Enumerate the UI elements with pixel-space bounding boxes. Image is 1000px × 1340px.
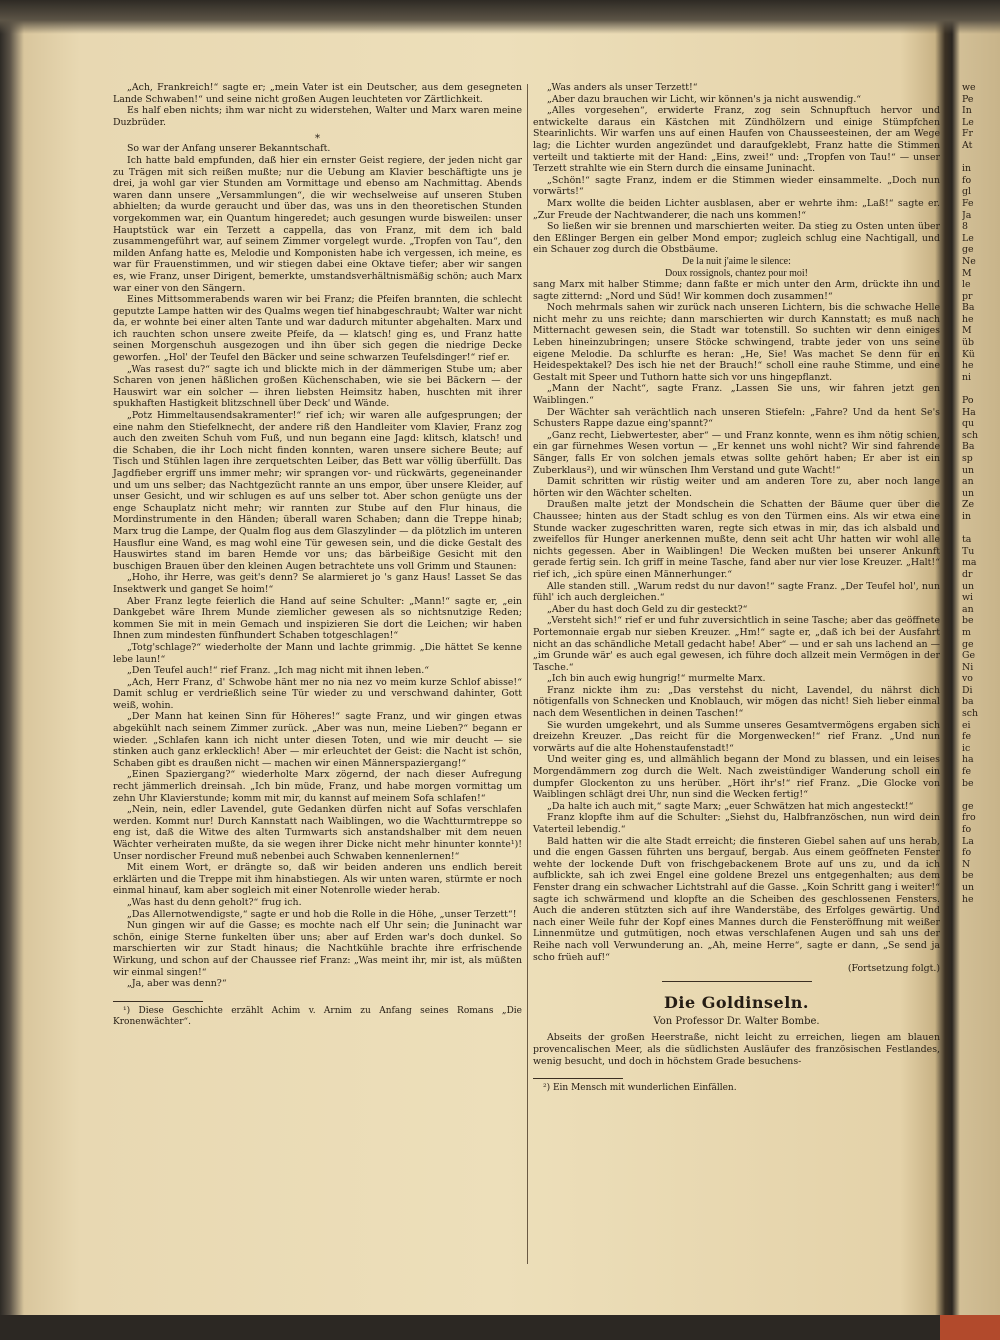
edge-fragment: an bbox=[962, 476, 974, 488]
edge-fragment: le bbox=[962, 279, 971, 291]
next-page-edge-text bbox=[962, 82, 1000, 905]
edge-fragment: fe bbox=[962, 731, 972, 743]
continuation-note: (Fortsetzung folgt.) bbox=[847, 963, 940, 975]
edge-fragment: qu bbox=[962, 418, 975, 430]
edge-fragment: ge bbox=[962, 244, 974, 256]
edge-fragment: fo bbox=[962, 847, 972, 859]
paragraph: Nun gingen wir auf die Gasse; es mochte nach elf Uhr sein; die Juninacht war schön, einige Sterne funkelten über uns; aber auf Erden war's doch dunkel. So marschierten wir zur Stadt hinaus; die Nachtkühle brachte ihre erfrischende Wirkung, und schon auf der Chaussee rief Franz: „Was meint ihr, mir ist, als müßten wir einmal singen!“ bbox=[113, 920, 522, 978]
edge-fragment: ni bbox=[962, 371, 972, 383]
paragraph: „Ich bin auch ewig hungrig!“ murmelte Marx. bbox=[547, 673, 766, 685]
edge-fragment: ma bbox=[962, 557, 977, 569]
section-separator: ⁎ bbox=[315, 130, 320, 142]
edge-fragment: an bbox=[962, 603, 974, 615]
edge-fragment: un bbox=[962, 881, 975, 893]
edge-fragment: ic bbox=[962, 742, 971, 754]
paragraph: „Versteht sich!“ rief er und fuhr zuversichtlich in seine Tasche; aber das geöffnete Portemonnaie ergab nur sieben Kreuzer. „Hm!“ sagte er, „daß ich bei der Ausfahrt nicht an das schändliche Metall gedacht habe! Aber“ — und er sah uns lachend an — „im Grunde wär' es auch egal gewesen, ich führe doch allzeit mein Vermögen in der Tasche.“ bbox=[533, 615, 940, 673]
edge-fragment: pr bbox=[962, 290, 973, 302]
paragraph: „Aber du hast doch Geld zu dir gesteckt?“ bbox=[547, 603, 748, 615]
paragraph: „Totg'schlage?“ wiederholte der Mann und lachte grimmig. „Die hättet Se kenne lebe laun!“ bbox=[113, 641, 522, 665]
edge-fragment: be bbox=[962, 777, 974, 789]
paragraph: „Das Allernotwendigste,“ sagte er und hob die Rolle in die Höhe, „unser Terzett“! bbox=[127, 908, 517, 920]
footnote-rule bbox=[533, 1078, 623, 1079]
edge-fragment: un bbox=[962, 487, 975, 499]
paragraph: So war der Anfang unserer Bekanntschaft. bbox=[127, 143, 331, 155]
paragraph: „Ach, Frankreich!“ sagte er; „mein Vater ist ein Deutscher, aus dem gesegneten Lande Schwaben!“ und seine nicht großen Augen leuchteten vor Zärtlichkeit. bbox=[113, 82, 522, 105]
article-byline: Von Professor Dr. Walter Bombe. bbox=[653, 1015, 820, 1027]
verse-line: Doux rossignols, chantez pour moi! bbox=[664, 267, 809, 279]
paragraph: Es half eben nichts; ihm war nicht zu widerstehen, Walter und Marx waren meine Duzbrüder. bbox=[113, 105, 522, 128]
paragraph: „Der Mann hat keinen Sinn für Höheres!“ sagte Franz, und wir gingen etwas abgekühlt nach seinem Zimmer zurück. „Aber was nun, meine Lieben?“ begann er wieder. „Schlafen kann ich nicht unter diesen Toten, und wie mir deucht — sie stinken auch ganz erklecklich! Aber — mir erleuchtet der Geist: die Nacht ist schön, Schaben gibt es draußen nicht — machen wir einen Männerspaziergang!“ bbox=[113, 711, 522, 769]
scan-top-edge bbox=[0, 0, 1000, 34]
edge-fragment: M bbox=[962, 325, 972, 337]
edge-fragment: Po bbox=[962, 395, 974, 407]
paragraph: „Einen Spaziergang?“ wiederholte Marx zögernd, der nach dieser Aufregung recht jämmerlich dreinsah. „Ich bin müde, Franz, und habe morgen vormittag um zehn Uhr Klavierstunde; komm mit mir, du kannst auf meinem Sofa schlafen!“ bbox=[113, 769, 522, 804]
paragraph: sang Marx mit halber Stimme; dann faßte er mich unter den Arm, drückte ihn und sagte zitternd: „Nord und Süd! Wir kommen doch zusammen!“ bbox=[533, 279, 940, 302]
edge-fragment: Ge bbox=[962, 650, 976, 662]
edge-fragment: gl bbox=[962, 186, 971, 198]
paragraph: Ich hatte bald empfunden, daß hier ein ernster Geist regiere, der jeden nicht gar zu Trägen mit sich reißen mußte; nur die Uebung am Klavier beschäftigte uns je drei, ja wohl gar vier Stunden am Vormittage und ebenso am Nachmittag. Abends waren dann unsere „Versammlungen“, die wir wechselweise auf unseren Stuben abhielten; da wurde geraucht und über das, was uns in den theoretischen Stunden vorgekommen war, ein Quantum hingeredet; auch gesungen wurde bisweilen: unser Hauptstück war ein Terzett a cappella, das von Franz, mit dem ich bald zusammengeführt war, auf seinem Zimmer vorgelegt wurde. „Tropfen von Tau“, den milden Anfang hatte es, Melodie und Komponisten habe ich vergessen, ich meine, es war für Frauenstimmen, und wir stiegen dabei eine Oktave tiefer; aber wir sangen es, wie Franz, unser Dirigent, bemerkte, umstandsverhältnismäßig schön; auch Marx war einer von den Sängern. bbox=[113, 154, 522, 294]
edge-fragment: Ze bbox=[962, 499, 975, 511]
edge-fragment: Le bbox=[962, 232, 974, 244]
paragraph: Eines Mittsommerabends waren wir bei Franz; die Pfeifen brannten, die schlecht geputzte Lampe hatten wir des Qualms wegen tief hinabgeschraubt; Walter war nicht da, er wohnte bei einer alten Tante und war dadurch mitunter abgehalten. Marx und ich rauchten schon unsere zweite Pfeife, da — klatsch! ging es, und Franz hatte seinen Morgenschuh ausgezogen und ihn über sich gegen die niedrige Decke geworfen. „Hol' der Teufel den Bäcker und seine schwarzen Teufelsdinger!“ rief er. bbox=[113, 294, 522, 364]
edge-fragment: Ha bbox=[962, 406, 976, 418]
edge-fragment: Kü bbox=[962, 348, 975, 360]
paragraph: „Ja, aber was denn?“ bbox=[127, 978, 227, 990]
paragraph: „Ganz recht, Liebwertester, aber“ — und Franz konnte, wenn es ihm nötig schien, ein gar fürnehmes Wesen vortun — „Er kennet uns wohl nicht? Wir sind fahrende Sänger, falls Er von solchen jemals etwas sollte gehört haben; Er aber ist ein Zuberklaus²), und wir wünschen Ihm Verstand und gute Wacht!“ bbox=[533, 429, 940, 476]
paragraph: Damit schritten wir rüstig weiter und am anderen Tore zu, aber noch lange hörten wir den Wächter schelten. bbox=[533, 476, 940, 499]
edge-fragment: In bbox=[962, 105, 972, 117]
paragraph: Sie wurden umgekehrt, und als Summe unseres Gesamtvermögens ergaben sich dreizehn Kreuzer. „Das reicht für die Morgenwecken!“ rief Franz. „Und nun vorwärts auf die alte Hohenstaufenstadt!“ bbox=[533, 719, 940, 754]
paragraph: „Was rasest du?“ sagte ich und blickte mich in der dämmerigen Stube um; aber Scharen von jenen häßlichen großen Küchenschaben, wie sie bei Bäckern — der Hauswirt war ein solcher — ihren liebsten Heimsitz haben, huschten mit ihrer spukhaften Hastigkeit blitzschnell über Deck' und Wände. bbox=[113, 363, 522, 410]
paragraph: Marx wollte die beiden Lichter ausblasen, aber er wehrte ihm: „Laß!“ sagte er. „Zur Freude der Nachtwanderer, die nach uns kommen!“ bbox=[533, 197, 940, 221]
edge-fragment: be bbox=[962, 870, 974, 882]
edge-fragment: in bbox=[962, 163, 972, 175]
edge-fragment: Fr bbox=[962, 128, 973, 140]
paragraph: „Alles vorgesehen“, erwiderte Franz, zog sein Schnupftuch hervor und entwickelte daraus ein Kästchen mit Zündhölzern und einige Stümpfchen Stearinlichts. Wir warfen uns auf einen Haufen von Chausseesteinen, der am Wege lag; die Lichter wurden angezündet und daraufgeklebt, Franz hatte die Stimmen verteilt und taktierte mit der Hand: „Eins, zwei!“ und: „Tropfen von Tau!“ — unser Terzett strahlte wie ein Stern durch die einsame Juninacht. bbox=[533, 105, 940, 175]
paragraph: Der Wächter sah verächtlich nach unseren Stiefeln: „Fahre? Und da hent Se's Schusters Rappe dazue eing'spannt?“ bbox=[533, 406, 940, 430]
edge-fragment: Le bbox=[962, 116, 974, 128]
verse-line: De la nuit j'aime le silence: bbox=[682, 255, 791, 267]
edge-fragment: Pe bbox=[962, 93, 974, 105]
edge-fragment: Di bbox=[962, 684, 973, 696]
edge-fragment bbox=[962, 383, 1000, 395]
paragraph: „Potz Himmeltausendsakramenter!“ rief ich; wir waren alle aufgesprungen; der eine nahm den Stiefelknecht, der andere riß den Handleiter vom Klavier, Franz zog auch den zweiten Schuh vom Fuß, und nun begann eine Jagd: klitsch, klatsch! und die Schaben, die ihr Loch nicht finden konnten, waren unsere sichere Beute; auf Tisch und Stühlen lagen ihre zerquetschten Leiber, das Bett war völlig überfüllt. Das Jagdfieber ergriff uns immer mehr; wir sprangen vor- und rückwärts, gegeneinander und um uns selber; das Nachtgezücht rannte an uns empor, über unsere Kleider, auf unser Gesicht, und wir schlugen es auf uns selber tot. Aber schon genügte uns der enge Schauplatz nicht mehr; wir rannten zur Stube auf den Flur hinaus, die Mordinstrumente in den Händen; überall waren Schaben; dann die Treppe hinab; Marx trug die Lampe, der Qualm flog aus dem Glaszylinder — da plötzlich im unteren Hausflur eine Wand, es mag wohl eine Tür gewesen sein, und die dicke Gestalt des Hauswirtes stand im baren Hemde vor uns; das bärbeißige Gesicht mit den buschigen Brauen über den kleinen Augen betrachtete uns voll Grimm und Staunen: bbox=[113, 410, 522, 572]
article-title: Die Goldinseln. bbox=[664, 992, 809, 1012]
edge-fragment: un bbox=[962, 580, 975, 592]
edge-fragment: we bbox=[962, 82, 976, 93]
edge-fragment: fro bbox=[962, 812, 976, 824]
edge-fragment: sp bbox=[962, 453, 973, 464]
footnote: ¹) Diese Geschichte erzählt Achim v. Arnim zu Anfang seines Romans „Die Kronenwächter“. bbox=[113, 1005, 522, 1027]
column-divider bbox=[527, 84, 528, 1264]
paragraph: „Was hast du denn geholt?“ frug ich. bbox=[127, 896, 302, 908]
paragraph: „Aber dazu brauchen wir Licht, wir können's ja nicht auswendig.“ bbox=[547, 93, 862, 105]
title-rule bbox=[662, 981, 812, 982]
footnote-rule bbox=[113, 1001, 203, 1002]
edge-fragment: sch bbox=[962, 708, 979, 720]
edge-fragment: he bbox=[962, 893, 974, 905]
edge-fragment: be bbox=[962, 615, 974, 627]
paragraph: „Schön!“ sagte Franz, indem er die Stimmen wieder einsammelte. „Doch nun vorwärts!“ bbox=[533, 174, 940, 198]
edge-fragment: ge bbox=[962, 800, 974, 812]
edge-fragment: M bbox=[962, 267, 972, 279]
paragraph: Und weiter ging es, und allmählich begann der Mond zu blassen, und ein leises Morgendämmern zog durch die Welt. Nach zweistündiger Wanderung scholl ein dumpfer Glockenton zu uns herüber. „Hört ihr's!“ rief Franz. „Die Glocke von Waiblingen schlägt drei Uhr, nun sind die Wecken fertig!“ bbox=[533, 754, 940, 801]
edge-fragment: La bbox=[962, 835, 974, 847]
edge-fragment: ha bbox=[962, 754, 974, 766]
edge-fragment: fo bbox=[962, 174, 972, 186]
edge-fragment bbox=[962, 152, 1000, 164]
edge-fragment: fe bbox=[962, 766, 972, 778]
paragraph: Mit einem Wort, er drängte so, daß wir beiden anderen uns endlich bereit erklärten und die Treppe mit ihm hinabstiegen. Als wir unten waren, stürmte er noch einmal hinauf, kam aber sogleich mit einer Notenrolle wieder herab. bbox=[113, 862, 522, 897]
edge-fragment: ba bbox=[962, 696, 974, 708]
edge-fragment: 8 bbox=[962, 221, 968, 233]
edge-fragment: ei bbox=[962, 719, 971, 731]
edge-fragment: ge bbox=[962, 638, 974, 650]
edge-fragment: Tu bbox=[962, 545, 975, 557]
edge-fragment: he bbox=[962, 313, 974, 325]
paragraph: Noch mehrmals sahen wir zurück nach unseren Lichtern, bis die schwache Helle nicht mehr zu uns reichte; dann marschierten wir durch Kannstatt; es muß nach Mitternacht gewesen sein, die Stadt war totenstill. So suchten wir denn einiges Leben hineinzubringen; unsere Stöcke schwingend, trabte jeder von uns seine eigene Melodie. Da schlurfte es heran: „He, Sie! Was machet Se denn für en Heidespektakel? Des isch hie net der Brauch!“ scholl eine rauhe Stimme, und eine Gestalt mit Speer und Tuthorn hatte sich vor uns hingepflanzt. bbox=[533, 302, 940, 383]
edge-fragment: sch bbox=[962, 429, 979, 441]
edge-fragment: N bbox=[962, 858, 971, 870]
edge-fragment: m bbox=[962, 626, 971, 638]
edge-fragment: ta bbox=[962, 534, 972, 546]
paragraph: Franz nickte ihm zu: „Das verstehst du nicht, Lavendel, du nährst dich nötigenfalls von Schnecken und Knoblauch, wir mögen das nicht! Sieh lieber einmal nach dem Wesentlichen in deinen Taschen!“ bbox=[533, 684, 940, 720]
edge-fragment: he bbox=[962, 360, 974, 372]
edge-fragment: wi bbox=[962, 592, 974, 604]
edge-fragment: fo bbox=[962, 824, 972, 835]
edge-fragment: dr bbox=[962, 568, 973, 580]
edge-fragment bbox=[962, 789, 1000, 801]
paragraph: Draußen malte jetzt der Mondschein die Schatten der Bäume quer über die Chaussee; hinten aus der Stadt schlug es von den Türmen eins. Als wir etwa eine Stunde wacker zugeschritten waren, regte sich etwas in mir, das ich alsbald und zweifellos für Hunger anerkennen mußte, denn seit acht Uhr hatten wir wohl alle nichts gegessen. Aber in Waiblingen! Die Wecken mußten bei unserer Ankunft gerade fertig sein. Ich griff in meine Tasche, fand aber nur vier lose Kreuzer. „Halt!“ rief ich, „ich spüre einen Männerhunger.“ bbox=[533, 499, 940, 580]
edge-fragment: At bbox=[962, 139, 973, 151]
edge-fragment bbox=[962, 523, 1000, 535]
edge-fragment: üb bbox=[962, 337, 975, 349]
footnote: ²) Ein Mensch mit wunderlichen Einfällen. bbox=[543, 1083, 737, 1094]
paragraph: „Mann der Nacht“, sagte Franz. „Lassen Sie uns, wir fahren jetzt gen Waiblingen.“ bbox=[533, 383, 940, 407]
paragraph: Bald hatten wir die alte Stadt erreicht; die finsteren Giebel sahen auf uns herab, und die engen Gassen führten uns bergauf, bergab. Aus einem geöffneten Fenster wehte der lockende Duft von frischgebackenem Brote auf uns zu, und da ich aufblickte, sah ich zwei Engel eine goldene Brezel uns entgegenhalten; aus dem Fenster drang ein schwacher Lichtstrahl auf die Gasse. „Koin Schritt gang i weiter!“ sagte ich schwärmend und klopfte an die Scheiben des geschlossenen Fensters. Auch die anderen stützten sich auf ihre Wanderstäbe, des Erfolges gewärtig. Und nach einer Weile fuhr der Kopf eines Mannes durch die Fensteröffnung mit weißer Linnenmütze und gutmütigen, noch etwas verschlafenen Augen und sah uns der Reihe nach voll Verwunderung an. „Ah, meine Herre“, sagte er dann, „Se send ja scho früeh auf!“ bbox=[533, 835, 940, 963]
left-column bbox=[113, 82, 522, 1028]
edge-fragment: un bbox=[962, 464, 975, 476]
scan-bottom-edge bbox=[0, 1315, 1000, 1340]
edge-fragment: Ba bbox=[962, 302, 975, 314]
paragraph: „Da halte ich auch mit,“ sagte Marx; „euer Schwätzen hat mich angesteckt!“ bbox=[547, 800, 914, 812]
edge-fragment: Ja bbox=[962, 209, 972, 221]
paragraph: Franz klopfte ihm auf die Schulter: „Siehst du, Halbfranzöschen, nun wird dein Vaterteil lebendig.“ bbox=[533, 812, 940, 835]
paragraph: Alle standen still. „Warum redst du nur davon!“ sagte Franz. „Der Teufel hol', nun fühl' ich auch dergleichen.“ bbox=[533, 580, 940, 604]
right-column bbox=[533, 82, 940, 1094]
paragraph: „Nein, nein, edler Lavendel, gute Gedanken dürfen nicht auf Sofas verschlafen werden. Kommt nur! Durch Kannstatt nach Waiblingen, wo die Wachtturmtreppe so eng ist, daß die Witwe des alten Turmwarts sich anstandshalber mit dem neuen Wächter verheiraten mußte, da sie wegen ihrer Dicke nicht mehr hinunter konnte¹)! Unser nordischer Freund muß nebenbei auch Schwaben kennenlernen!“ bbox=[113, 804, 522, 862]
edge-fragment: Ni bbox=[962, 661, 974, 673]
paragraph: „Was anders als unser Terzett!“ bbox=[547, 82, 698, 93]
paragraph: „Hoho, ihr Herre, was geit's denn? Se alarmieret jo 's ganz Haus! Lasset Se das Insektwerk und ganget Se hoim!“ bbox=[113, 572, 522, 595]
paragraph: So ließen wir sie brennen und marschierten weiter. Da stieg zu Osten unten über den Eßlinger Bergen ein gelber Mond empor; zugleich schlug eine Nachtigall, und ein Schauer zog durch die Obstbäume. bbox=[533, 221, 940, 256]
edge-fragment: Ne bbox=[962, 255, 976, 267]
edge-fragment: vo bbox=[962, 673, 973, 685]
edge-fragment: in bbox=[962, 510, 972, 522]
paragraph: „Den Teufel auch!“ rief Franz. „Ich mag nicht mit ihnen leben.“ bbox=[127, 665, 430, 677]
paragraph: Abseits der großen Heerstraße, nicht leicht zu erreichen, liegen am blauen provencalischen Meer, als die südlichsten Ausläufer des französischen Festlandes, wenig besucht, und doch in höchstem Grade besuchens- bbox=[533, 1032, 940, 1067]
edge-fragment: Fe bbox=[962, 197, 974, 209]
edge-fragment: Ba bbox=[962, 441, 975, 453]
paragraph: „Ach, Herr Franz, d' Schwobe hänt mer no nia nez vo meim kurze Schlof abisse!“ Damit schlug er verdrießlich seine Tür wieder zu und verschwand dahinter, Gott weiß, wohin. bbox=[113, 676, 522, 711]
paragraph: Aber Franz legte feierlich die Hand auf seine Schulter: „Mann!“ sagte er, „ein Dankgebet wäre Ihrem Munde ziemlicher gewesen als so nichtsnutzige Reden; kommen Sie mit in mein Gemach und inspizieren Sie dort die Leichen; wir haben Ihnen zum mindesten fünfhundert Schaben totgeschlagen!“ bbox=[113, 595, 522, 642]
